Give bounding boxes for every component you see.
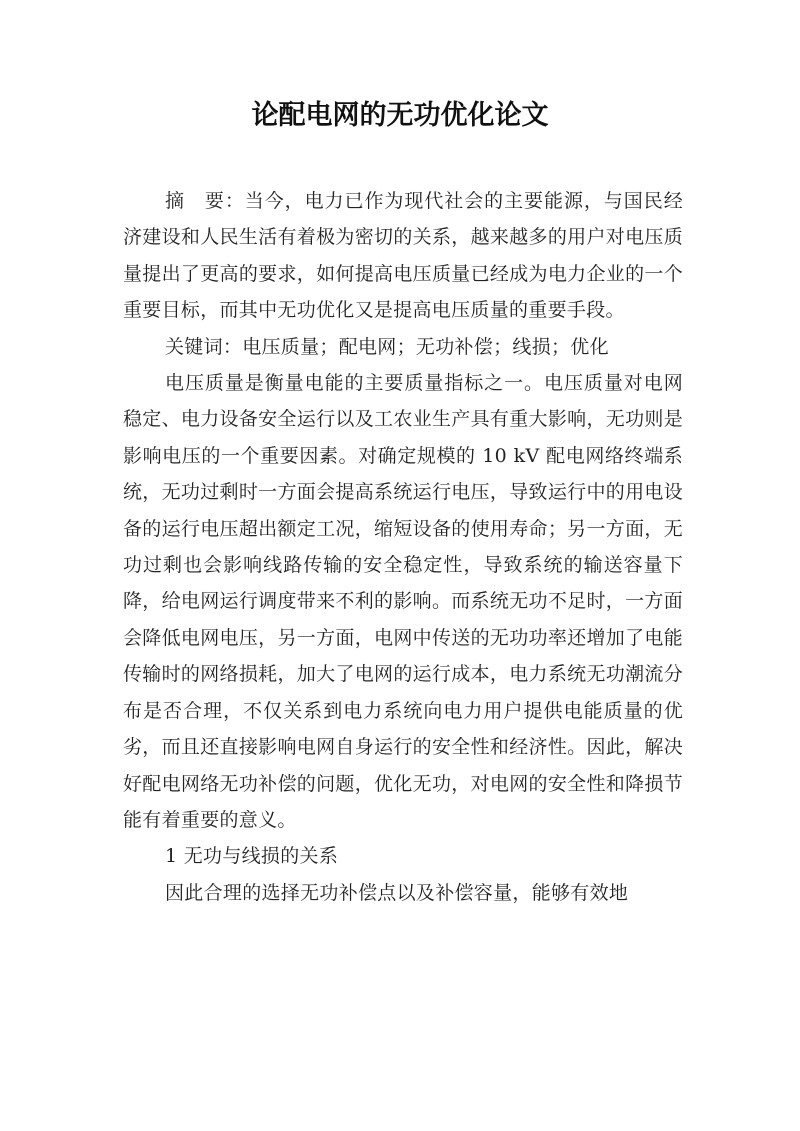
document-title: 论配电网的无功优化论文 [251, 100, 549, 131]
document-body [123, 183, 683, 911]
keywords-line: 关键词：电压质量；配电网；无功补偿；线损；优化 [165, 335, 609, 358]
body-paragraph-continued: 因此合理的选择无功补偿点以及补偿容量，能够有效地 [165, 881, 629, 904]
abstract-paragraph: 摘 要：当今，电力已作为现代社会的主要能源，与国民经济建设和人民生活有着极为密切的关系，越来越多的用户对电压质量提出了更高的要求，如何提高电压质量已经成为电力企业的一个重要目标，而其中无功优化又是提高电压质量的重要手段。 [123, 190, 683, 322]
body-paragraph: 电压质量是衡量电能的主要质量指标之一。电压质量对电网稳定、电力设备安全运行以及工农业生产具有重大影响，无功则是影响电压的一个重要因素。对确定规模的 10 kV 配电网络终端系统，无功过剩时一方面会提高系统运行电压，导致运行中的用电设备的运行电压超出额定工况，缩短设备的使用寿命；另一方面，无功过剩也会影响线路传输的安全稳定性，导致系统的输送容量下降，给电网运行调度带来不利的影响。而系统无功不足时，一方面会降低电网电压，另一方面，电网中传送的无功功率还增加了电能传输时的网络损耗，加大了电网的运行成本，电力系统无功潮流分布是否合理，不仅关系到电力系统向电力用户提供电能质量的优劣，而且还直接影响电网自身运行的安全性和经济性。因此，解决好配电网络无功补偿的问题，优化无功，对电网的安全性和降损节能有着重要的意义。 [123, 372, 683, 831]
section-heading: 1 无功与线损的关系 [165, 845, 339, 868]
